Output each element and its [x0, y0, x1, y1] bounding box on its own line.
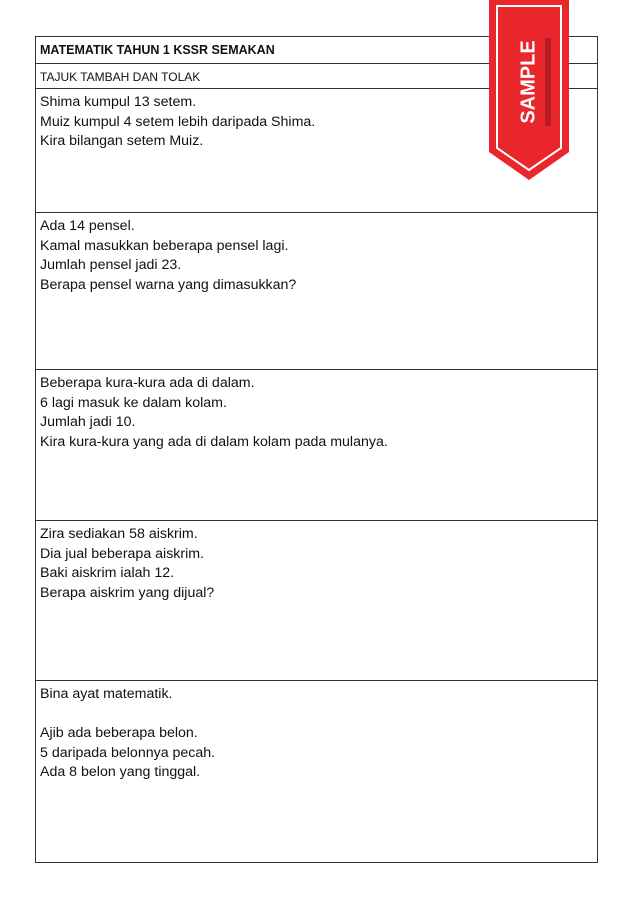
question-line: Muiz kumpul 4 setem lebih daripada Shima.: [40, 113, 316, 130]
question-line: Jumlah pensel jadi 23.: [40, 257, 182, 273]
question-line: Kira bilangan setem Muiz.: [40, 133, 204, 149]
ribbon-label: SAMPLE: [517, 40, 540, 124]
question-line: Berapa aiskrim yang dijual?: [40, 584, 215, 601]
question-line: Ada 8 belon yang tinggal.: [40, 764, 201, 780]
spacer: [40, 705, 593, 725]
question-line: Ajib ada beberapa belon.: [40, 725, 198, 741]
question-line: Ada 14 pensel.: [40, 218, 135, 234]
question-instruction: Bina ayat matematik.: [40, 686, 173, 702]
worksheet-title: MATEMATIK TAHUN 1 KSSR SEMAKAN: [36, 37, 597, 64]
question-line: Kamal masukkan beberapa pensel lagi.: [40, 237, 289, 254]
question-line: Jumlah jadi 10.: [40, 414, 136, 430]
question-line: 5 daripada belonnya pecah.: [40, 744, 216, 761]
question-line: Beberapa kura-kura ada di dalam.: [40, 375, 255, 391]
question-line: Shima kumpul 13 setem.: [40, 94, 197, 110]
question-line: Zira sediakan 58 aiskrim.: [40, 526, 198, 542]
question-line: Kira kura-kura yang ada di dalam kolam pada mulanya.: [40, 433, 388, 450]
sample-ribbon-shape: [487, 0, 571, 182]
ribbon-fine-print-strip: [545, 38, 551, 126]
worksheet-topic: TAJUK TAMBAH DAN TOLAK: [36, 64, 597, 89]
sample-ribbon: [487, 0, 571, 182]
question-line: Baki aiskrim ialah 12.: [40, 565, 175, 581]
question-line: Dia jual beberapa aiskrim.: [40, 545, 205, 562]
question-line: Berapa pensel warna yang dimasukkan?: [40, 276, 297, 293]
question-box-4: [36, 521, 597, 681]
question-box-3: [36, 370, 597, 521]
question-box-2: [36, 213, 597, 370]
question-line: 6 lagi masuk ke dalam kolam.: [40, 394, 227, 411]
question-box-5: [36, 681, 597, 862]
